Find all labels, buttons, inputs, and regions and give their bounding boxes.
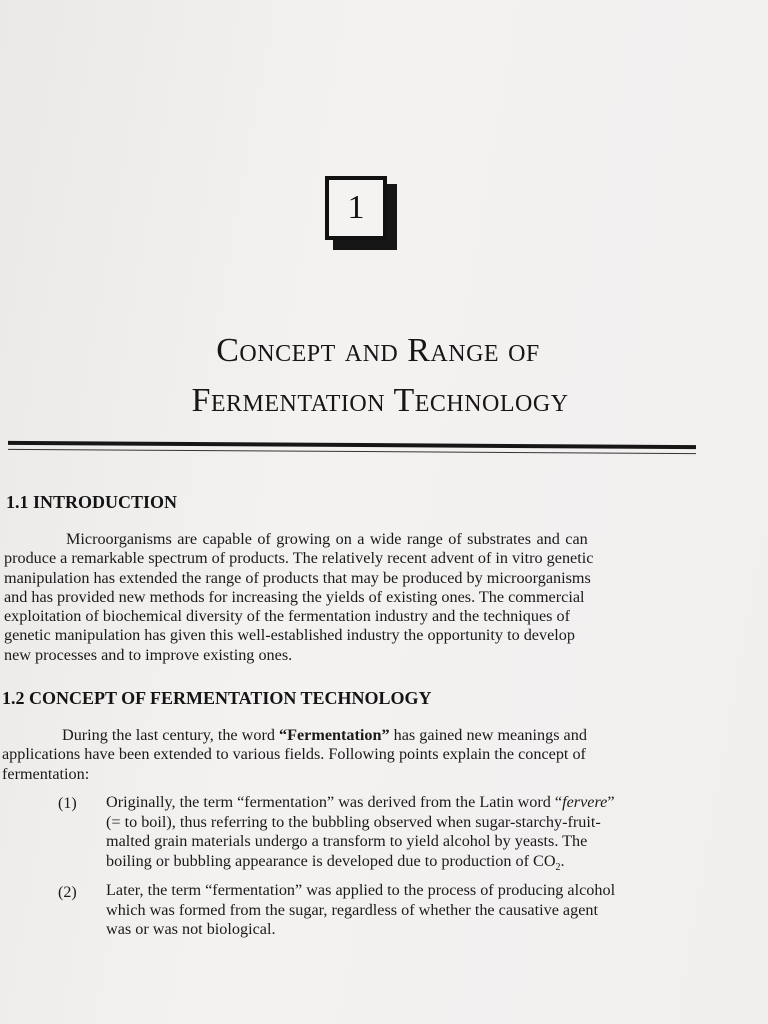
item-line bbox=[106, 852, 710, 878]
paragraph-line: manipulation has extended the range of products that may be produced by microorganisms bbox=[4, 568, 591, 587]
intro-text: During the last century, the word bbox=[62, 726, 279, 744]
chapter-number: 1 bbox=[325, 176, 387, 240]
list-item-number: (2) bbox=[58, 884, 77, 901]
section-heading-introduction: 1.1 INTRODUCTION bbox=[6, 492, 178, 512]
item-line: Later, the term “fermentation” was applied to the process of producing alcohol bbox=[106, 881, 616, 899]
paragraph-line: Microorganisms are capable of growing on a wide range of substrates and can bbox=[66, 530, 588, 548]
subscript: 2 bbox=[555, 862, 561, 874]
paragraph-line bbox=[2, 726, 587, 745]
paragraph-line: applications have been extended to various fields. Following points explain the concept of bbox=[2, 745, 586, 764]
item-text-part: boiling or bubbling appearance is developed due to production of CO bbox=[106, 851, 556, 870]
item-text-part: . bbox=[560, 851, 565, 870]
list-item-text bbox=[106, 881, 710, 940]
list-item-text bbox=[106, 793, 710, 878]
paragraph-line: produce a remarkable spectrum of products. The relatively recent advent of in vitro genetic bbox=[4, 549, 594, 568]
intro-text: has gained new meanings and bbox=[389, 726, 587, 744]
paragraph-line: and has provided new methods for increasing the yields of existing ones. The commercial bbox=[4, 587, 585, 606]
item-text-part: Originally, the term “fermentation” was derived from the Latin word “ bbox=[106, 793, 563, 811]
item-line: malted grain materials undergo a transform to yield alcohol by yeasts. The bbox=[106, 832, 588, 851]
chapter-number-box bbox=[325, 176, 391, 244]
paragraph-line: fermentation: bbox=[2, 764, 90, 783]
latin-word: fervere bbox=[562, 793, 608, 811]
chapter-title-line1: Concept and Range of bbox=[216, 332, 540, 369]
item-line bbox=[106, 793, 710, 813]
chapter-title-line2: Fermentation Technology bbox=[191, 382, 569, 419]
section-heading-concept: 1.2 CONCEPT OF FERMENTATION TECHNOLOGY bbox=[2, 688, 432, 708]
item-line: was or was not biological. bbox=[106, 920, 276, 939]
term-fermentation: “Fermentation” bbox=[278, 726, 390, 744]
paragraph-line: genetic manipulation has given this well-established industry the opportunity to develop bbox=[4, 626, 575, 645]
item-text-part: ” bbox=[607, 793, 615, 811]
paragraph-line: exploitation of biochemical diversity of the fermentation industry and the techniques of bbox=[4, 607, 570, 626]
item-line: (= to boil), thus referring to the bubbling observed when sugar-starchy-fruit- bbox=[106, 812, 601, 831]
concept-intro-paragraph bbox=[2, 726, 587, 784]
item-line: which was formed from the sugar, regardless of whether the causative agent bbox=[106, 900, 598, 919]
list-item-number: (1) bbox=[58, 795, 77, 812]
introduction-paragraph bbox=[4, 530, 593, 665]
paragraph-line: new processes and to improve existing ones. bbox=[4, 645, 293, 664]
